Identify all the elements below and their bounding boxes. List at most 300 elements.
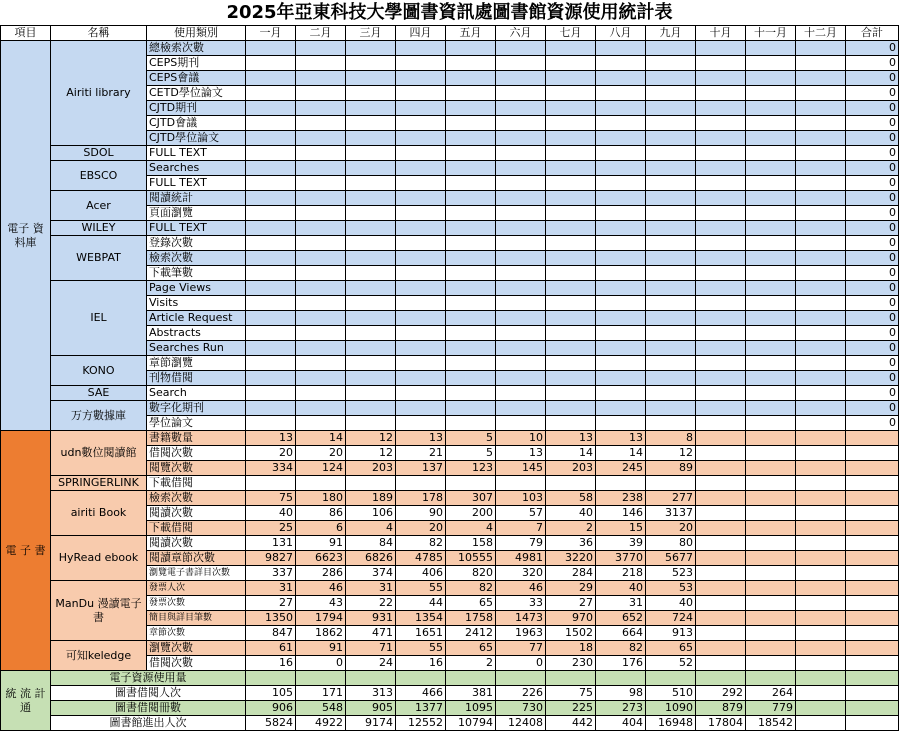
month-value [746,431,796,446]
month-value [446,221,496,236]
month-value: 43 [296,596,346,611]
column-header: 五月 [446,26,496,41]
month-value: 18542 [746,716,796,731]
total-value: 0 [846,386,899,401]
month-value [396,56,446,71]
month-value [696,356,746,371]
page-title: 2025年亞東科技大學圖書資訊處圖書館資源使用統計表 [226,2,673,23]
month-value [746,296,796,311]
month-value: 374 [346,566,396,581]
month-value: 40 [246,506,296,521]
table-row [1,146,899,161]
month-value [696,401,746,416]
month-value [396,296,446,311]
month-value [496,476,546,491]
month-value [396,206,446,221]
total-value: 0 [846,41,899,56]
month-value: 90 [396,506,446,521]
month-value [296,311,346,326]
month-value: 79 [496,536,546,551]
month-value [496,401,546,416]
month-value [296,671,346,686]
month-value: 4 [346,521,396,536]
month-value: 273 [596,701,646,716]
table-row [1,536,899,551]
month-value [646,101,696,116]
month-value: 55 [396,581,446,596]
total-value [846,446,899,461]
month-value [596,131,646,146]
month-value [746,476,796,491]
month-value [396,41,446,56]
month-value [796,41,846,56]
category-label: 借閱次數 [147,446,246,461]
month-value: 20 [646,521,696,536]
month-value: 106 [346,506,396,521]
header-row [1,26,899,41]
month-value [446,386,496,401]
category-label: CETD學位論文 [147,86,246,101]
month-value: 10555 [446,551,496,566]
month-value: 5 [446,431,496,446]
column-header: 九月 [646,26,696,41]
table-row [1,491,899,506]
resource-name: EBSCO [51,161,147,191]
month-value [246,326,296,341]
month-value [746,311,796,326]
month-value: 71 [346,641,396,656]
month-value [746,206,796,221]
total-value [846,626,899,641]
category-label: CJTD學位論文 [147,131,246,146]
month-value [446,71,496,86]
month-value: 905 [346,701,396,716]
section-label: 統 流 計 通 [1,671,51,731]
month-value [746,581,796,596]
month-value: 292 [696,686,746,701]
month-value: 1651 [396,626,446,641]
month-value: 180 [296,491,346,506]
table-row [1,236,899,251]
month-value [296,296,346,311]
month-value [246,86,296,101]
resource-name: WEBPAT [51,236,147,281]
month-value: 3770 [596,551,646,566]
category-label: 章節瀏覽 [147,356,246,371]
month-value [546,671,596,686]
category-label: Visits [147,296,246,311]
month-value: 57 [496,506,546,521]
month-value [496,236,546,251]
month-value: 98 [596,686,646,701]
month-value [546,401,596,416]
month-value [546,251,596,266]
table-row [1,476,899,491]
month-value: 913 [646,626,696,641]
month-value [396,146,446,161]
resource-name: udn數位閱讀館 [51,431,147,476]
month-value [246,416,296,431]
month-value [296,371,346,386]
month-value [396,356,446,371]
resource-name: WILEY [51,221,147,236]
month-value [746,536,796,551]
month-value: 14 [296,431,346,446]
total-value: 0 [846,401,899,416]
month-value: 820 [446,566,496,581]
month-value [796,641,846,656]
table-row [1,716,899,731]
month-value [646,41,696,56]
month-value [796,311,846,326]
column-header: 十二月 [796,26,846,41]
category-label: 借閱次數 [147,656,246,671]
month-value [596,476,646,491]
month-value [796,101,846,116]
month-value [246,101,296,116]
month-value [596,206,646,221]
month-value [546,116,596,131]
month-value [496,311,546,326]
resource-name: ManDu 漫讀電子書 [51,581,147,641]
month-value [746,356,796,371]
category-label: Searches Run [147,341,246,356]
month-value [346,416,396,431]
category-label: 瀏覽次數 [147,641,246,656]
total-value [846,491,899,506]
month-value [696,611,746,626]
month-value [746,566,796,581]
month-value: 91 [296,536,346,551]
month-value [796,116,846,131]
month-value: 86 [296,506,346,521]
month-value [596,71,646,86]
month-value: 24 [346,656,396,671]
month-value [596,221,646,236]
table-row [1,701,899,716]
month-value [546,161,596,176]
month-value: 13 [496,446,546,461]
category-label: 電子資源使用量 [51,671,246,686]
month-value [596,236,646,251]
month-value [746,146,796,161]
month-value: 218 [596,566,646,581]
month-value: 46 [496,581,546,596]
month-value [246,371,296,386]
month-value: 337 [246,566,296,581]
month-value: 31 [246,581,296,596]
month-value [446,401,496,416]
month-value [646,476,696,491]
column-header: 一月 [246,26,296,41]
month-value: 6 [296,521,346,536]
month-value [696,146,746,161]
month-value [546,146,596,161]
month-value [796,356,846,371]
month-value: 80 [646,536,696,551]
total-value: 0 [846,416,899,431]
total-value: 0 [846,86,899,101]
month-value [746,446,796,461]
total-value: 0 [846,311,899,326]
month-value [796,596,846,611]
month-value: 3220 [546,551,596,566]
month-value [646,56,696,71]
month-value [246,41,296,56]
month-value [796,581,846,596]
total-value [846,431,899,446]
month-value: 334 [246,461,296,476]
category-label: CEPS期刊 [147,56,246,71]
month-value: 20 [396,521,446,536]
month-value: 906 [246,701,296,716]
month-value [546,281,596,296]
month-value [796,521,846,536]
month-value [646,311,696,326]
month-value: 264 [746,686,796,701]
month-value [646,671,696,686]
category-label: 簡目與詳目筆數 [147,611,246,626]
month-value [746,551,796,566]
total-value: 0 [846,221,899,236]
month-value [296,146,346,161]
month-value [646,146,696,161]
category-label: 閱讀次數 [147,506,246,521]
month-value: 1350 [246,611,296,626]
month-value [796,611,846,626]
month-value: 5677 [646,551,696,566]
month-value: 39 [596,536,646,551]
total-value: 0 [846,326,899,341]
month-value: 548 [296,701,346,716]
month-value [246,116,296,131]
month-value [746,116,796,131]
month-value [546,41,596,56]
month-value [246,221,296,236]
month-value [346,371,396,386]
category-label: Article Request [147,311,246,326]
month-value [496,161,546,176]
month-value [346,206,396,221]
month-value [346,671,396,686]
month-value: 10794 [446,716,496,731]
month-value [746,671,796,686]
month-value [596,116,646,131]
month-value [646,326,696,341]
section-label: 電 子 書 [1,431,51,671]
month-value [596,191,646,206]
total-value [846,701,899,716]
month-value: 65 [646,641,696,656]
category-label: 數字化期刊 [147,401,246,416]
month-value: 84 [346,536,396,551]
month-value [796,716,846,731]
total-value: 0 [846,296,899,311]
month-value [696,221,746,236]
month-value [596,326,646,341]
month-value [296,191,346,206]
month-value: 442 [546,716,596,731]
month-value: 1758 [446,611,496,626]
month-value [496,131,546,146]
month-value [796,371,846,386]
month-value [796,626,846,641]
month-value [596,101,646,116]
month-value [796,221,846,236]
month-value [546,476,596,491]
resource-name: 可知keledge [51,641,147,671]
month-value [246,401,296,416]
month-value [446,281,496,296]
month-value [696,251,746,266]
month-value [396,476,446,491]
month-value [396,191,446,206]
total-value [846,461,899,476]
table-row [1,671,899,686]
month-value: 21 [396,446,446,461]
month-value [396,416,446,431]
month-value [796,266,846,281]
month-value [246,386,296,401]
column-header: 七月 [546,26,596,41]
month-value [796,686,846,701]
category-label: 刊物借閱 [147,371,246,386]
month-value [346,71,396,86]
month-value [296,401,346,416]
month-value: 510 [646,686,696,701]
month-value [746,56,796,71]
month-value [546,311,596,326]
month-value [396,251,446,266]
month-value: 131 [246,536,296,551]
month-value: 779 [746,701,796,716]
total-value [846,671,899,686]
month-value: 847 [246,626,296,641]
month-value [346,341,396,356]
month-value [796,296,846,311]
month-value [596,251,646,266]
month-value [796,506,846,521]
month-value [546,56,596,71]
month-value: 65 [446,641,496,656]
month-value: 1862 [296,626,346,641]
column-header: 二月 [296,26,346,41]
month-value: 40 [596,581,646,596]
month-value [246,341,296,356]
category-label: 章節次數 [147,626,246,641]
month-value [346,281,396,296]
month-value [496,116,546,131]
category-label: 閱讀章節次數 [147,551,246,566]
total-value [846,581,899,596]
month-value [296,206,346,221]
month-value [596,281,646,296]
resource-name: SAE [51,386,147,401]
month-value: 1502 [546,626,596,641]
total-value: 0 [846,101,899,116]
month-value [746,401,796,416]
month-value: 65 [446,596,496,611]
category-label: 發票次數 [147,596,246,611]
month-value [546,191,596,206]
month-value [446,191,496,206]
month-value [246,236,296,251]
month-value: 5 [446,446,496,461]
category-label: 登錄次數 [147,236,246,251]
month-value [246,356,296,371]
month-value [446,101,496,116]
month-value [796,461,846,476]
month-value [296,86,346,101]
month-value [246,176,296,191]
month-value [746,341,796,356]
section-label: 電子 資料庫 [1,41,51,431]
month-value: 145 [496,461,546,476]
month-value: 245 [596,461,646,476]
month-value [696,536,746,551]
month-value: 200 [446,506,496,521]
month-value: 0 [496,656,546,671]
month-value [596,341,646,356]
month-value [746,176,796,191]
month-value [346,386,396,401]
month-value [796,701,846,716]
month-value [696,101,746,116]
month-value [446,56,496,71]
month-value: 12 [646,446,696,461]
month-value: 1095 [446,701,496,716]
month-value [346,131,396,146]
month-value [796,656,846,671]
month-value: 3137 [646,506,696,521]
column-header: 八月 [596,26,646,41]
month-value [746,86,796,101]
month-value [296,176,346,191]
month-value [796,161,846,176]
month-value [346,311,396,326]
month-value [396,161,446,176]
month-value [696,416,746,431]
month-value [796,491,846,506]
month-value [496,251,546,266]
total-value [846,641,899,656]
month-value [696,596,746,611]
month-value [746,71,796,86]
month-value [246,311,296,326]
month-value [746,131,796,146]
month-value [646,236,696,251]
month-value [446,206,496,221]
month-value: 17804 [696,716,746,731]
month-value: 91 [296,641,346,656]
month-value: 13 [596,431,646,446]
month-value [396,116,446,131]
column-header: 十一月 [746,26,796,41]
month-value [246,161,296,176]
month-value [546,386,596,401]
month-value [696,626,746,641]
month-value: 12552 [396,716,446,731]
month-value [596,296,646,311]
month-value [696,581,746,596]
month-value [396,311,446,326]
resource-name: KONO [51,356,147,386]
column-header: 項目 [1,26,51,41]
month-value: 27 [246,596,296,611]
resource-name: Airiti library [51,41,147,146]
month-value [646,371,696,386]
month-value [596,86,646,101]
